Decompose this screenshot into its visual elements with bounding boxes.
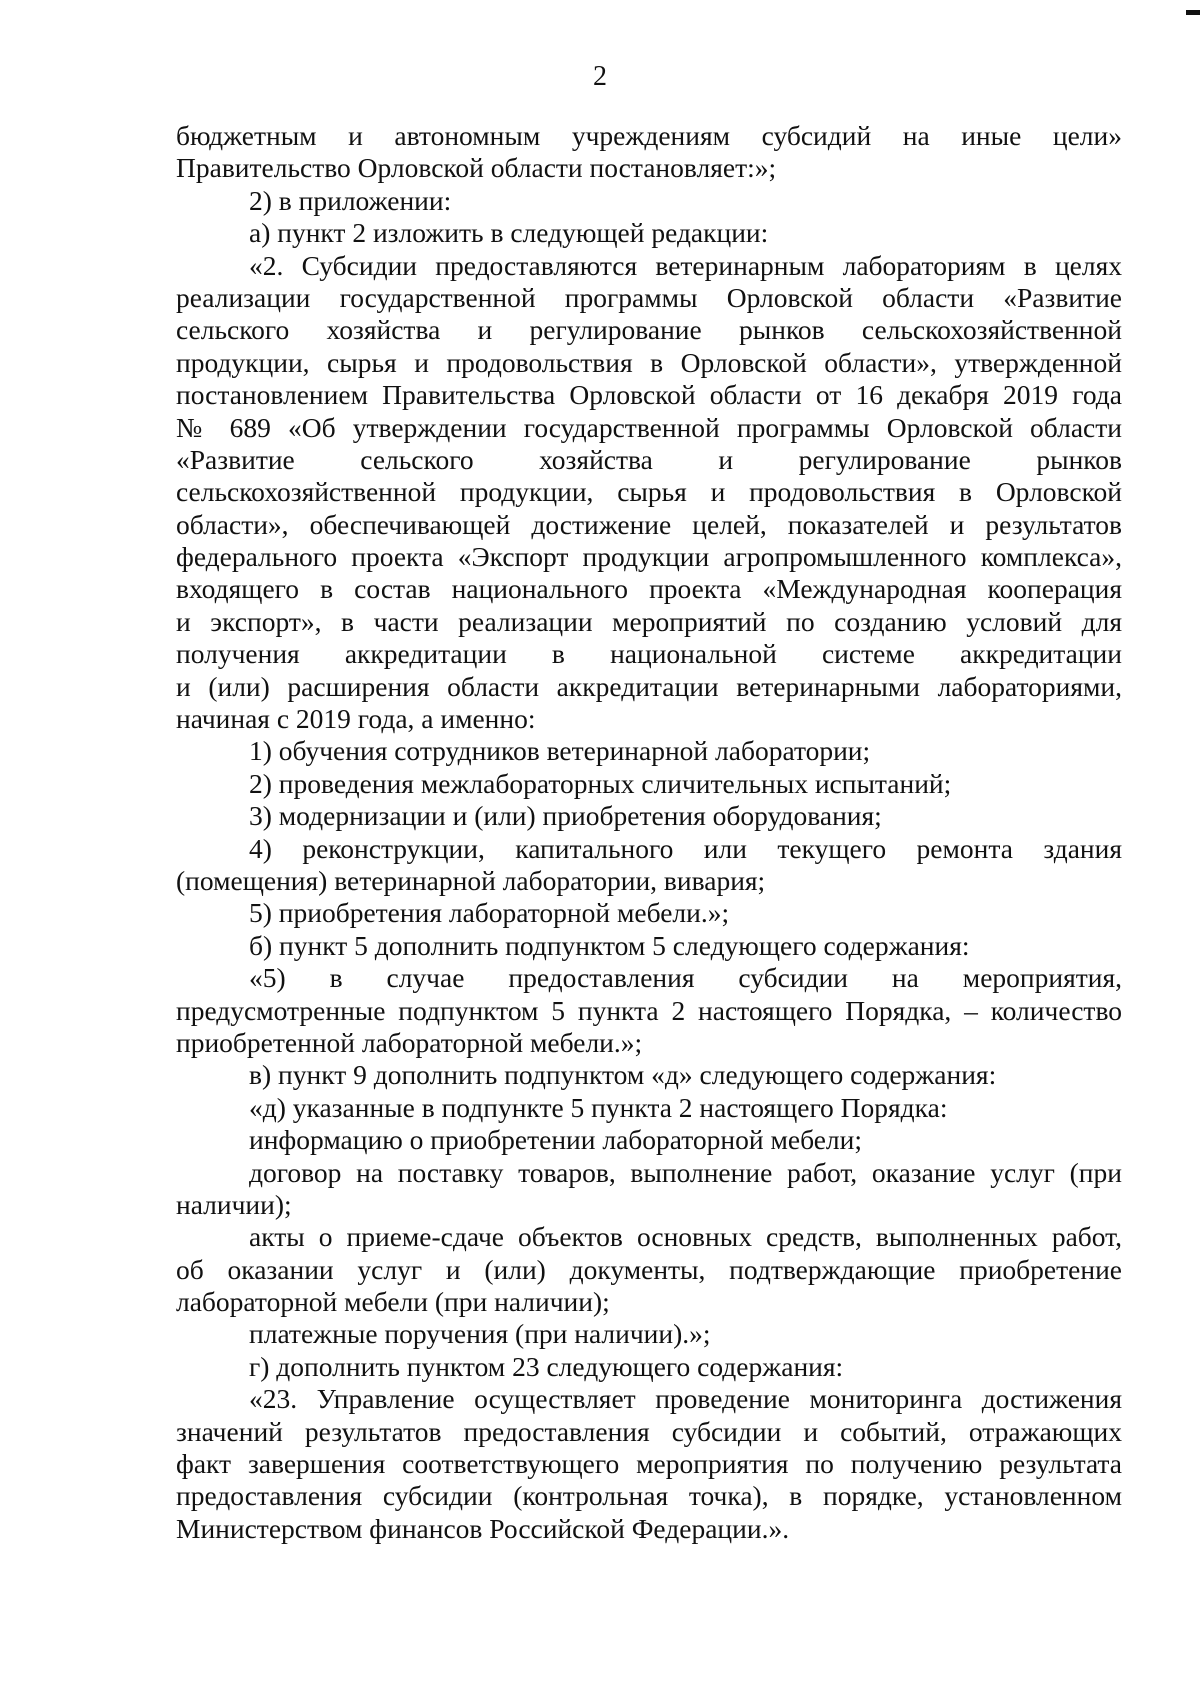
text-line: начиная с 2019 года, а именно: (176, 703, 536, 735)
text-line: предусмотренные подпунктом 5 пункта 2 настоящего Порядка, – количество (176, 994, 1122, 1026)
text-line: наличии); (176, 1188, 292, 1220)
text-line: реализации государственной программы Орловской области «Развитие (176, 281, 1122, 313)
text-line: об оказании услуг и (или) документы, подтверждающие приобретение (176, 1253, 1122, 1285)
text-line: сельскохозяйственной продукции, сырья и продовольствия в Орловской (176, 476, 1122, 508)
text-line: приобретенной лабораторной мебели.»; (176, 1026, 643, 1058)
text-line: «2. Субсидии предоставляются ветеринарным лабораториям в целях (249, 249, 1122, 281)
text-line: продукции, сырья и продовольствия в Орловской области», утвержденной (176, 346, 1122, 378)
text-line: значений результатов предоставления субсидии и событий, отражающих (176, 1415, 1122, 1447)
text-line: а) пункт 2 изложить в следующей редакции: (249, 217, 769, 249)
text-line: «д) указанные в подпункте 5 пункта 2 настоящего Порядка: (249, 1091, 948, 1123)
text-line: «23. Управление осуществляет проведение мониторинга достижения (249, 1383, 1122, 1415)
text-line: предоставления субсидии (контрольная точка), в порядке, установленном (176, 1480, 1122, 1512)
text-line: 2) проведения межлабораторных сличительных испытаний; (249, 767, 952, 799)
page-number: 2 (593, 61, 607, 92)
text-line: в) пункт 9 дополнить подпунктом «д» следующего содержания: (249, 1059, 997, 1091)
text-line: сельского хозяйства и регулирование рынков сельскохозяйственной (176, 314, 1122, 346)
text-line: области», обеспечивающей достижение целей, показателей и результатов (176, 508, 1122, 540)
text-line: г) дополнить пунктом 23 следующего содержания: (249, 1350, 844, 1382)
text-line: «Развитие сельского хозяйства и регулирование рынков (176, 443, 1122, 475)
text-line: № 689 «Об утверждении государственной программы Орловской области (176, 411, 1122, 443)
text-line: постановлением Правительства Орловской области от 16 декабря 2019 года (176, 379, 1122, 411)
text-line: 3) модернизации и (или) приобретения оборудования; (249, 800, 882, 832)
text-line: Правительство Орловской области постановляет:»; (176, 152, 777, 184)
scan-edge-mark (1186, 10, 1200, 15)
text-line: 5) приобретения лабораторной мебели.»; (249, 897, 730, 929)
text-line: и экспорт», в части реализации мероприятий по созданию условий для (176, 605, 1122, 637)
text-line: федерального проекта «Экспорт продукции агропромышленного комплекса», (176, 541, 1122, 573)
text-line: Министерством финансов Российской Федерации.». (176, 1512, 790, 1544)
text-line: 4) реконструкции, капитального или текущего ремонта здания (249, 832, 1122, 864)
text-line: входящего в состав национального проекта «Международная кооперация (176, 573, 1122, 605)
text-line: (помещения) ветеринарной лаборатории, вивария; (176, 864, 766, 896)
document-body (176, 120, 1122, 1545)
text-line: и (или) расширения области аккредитации ветеринарными лабораториями, (176, 670, 1122, 702)
text-line: б) пункт 5 дополнить подпунктом 5 следующего содержания: (249, 929, 970, 961)
text-line: 1) обучения сотрудников ветеринарной лаборатории; (249, 735, 871, 767)
text-line: договор на поставку товаров, выполнение работ, оказание услуг (при (249, 1156, 1122, 1188)
text-line: «5) в случае предоставления субсидии на мероприятия, (249, 962, 1122, 994)
text-line: получения аккредитации в национальной системе аккредитации (176, 638, 1122, 670)
text-line: факт завершения соответствующего мероприятия по получению результата (176, 1448, 1122, 1480)
text-line: лабораторной мебели (при наличии); (176, 1286, 610, 1318)
text-line: бюджетным и автономным учреждениям субсидий на иные цели» (176, 120, 1122, 151)
text-line: платежные поручения (при наличии).»; (249, 1318, 711, 1350)
text-line: 2) в приложении: (249, 184, 452, 216)
text-line: акты о приеме-сдаче объектов основных средств, выполненных работ, (249, 1221, 1122, 1253)
text-line: информацию о приобретении лабораторной мебели; (249, 1124, 863, 1156)
